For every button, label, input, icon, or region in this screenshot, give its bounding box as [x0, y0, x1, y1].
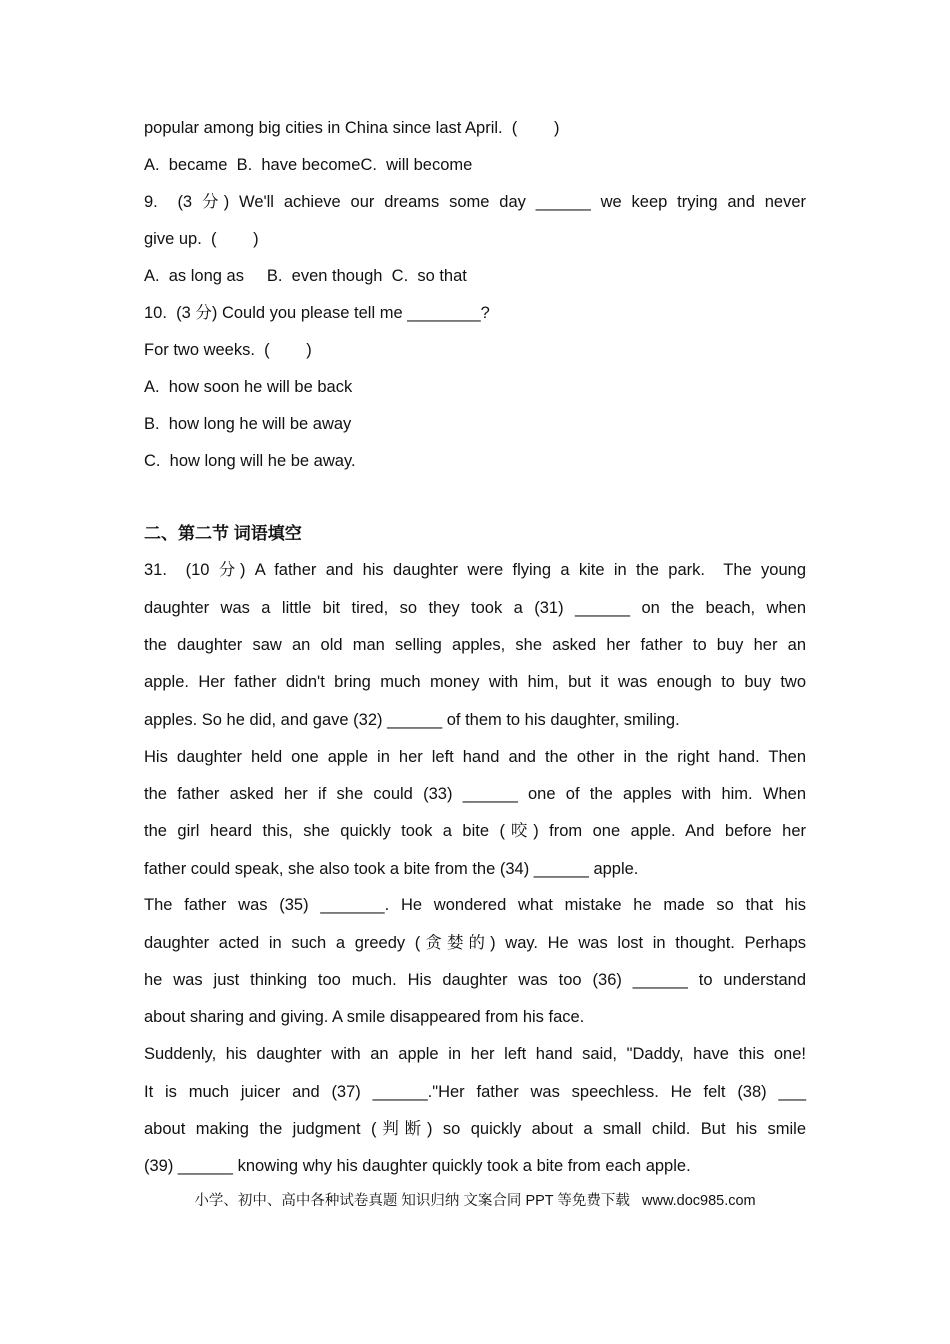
text-line: 31. (10 分) A father and his daughter were flying a kite in the park. The young	[144, 561, 806, 579]
text-line: the daughter saw an old man selling apples, she asked her father to buy her an	[144, 636, 806, 654]
text-line: C. how long will he be away.	[144, 452, 356, 470]
section-heading: 二、第二节 词语填空	[144, 524, 302, 543]
text-line: daughter acted in such a greedy (贪婪的) way. He was lost in thought. Perhaps	[144, 934, 806, 952]
text-line: A. became B. have becomeC. will become	[144, 156, 473, 174]
text-line: For two weeks. ( )	[144, 341, 312, 359]
text-line: father could speak, she also took a bite from the (34) ______ apple.	[144, 860, 639, 878]
text-line: B. how long he will be away	[144, 415, 352, 433]
text-line: about sharing and giving. A smile disappeared from his face.	[144, 1008, 585, 1026]
text-line: A. how soon he will be back	[144, 378, 353, 396]
text-line: apple. Her father didn't bring much money with him, but it was enough to buy two	[144, 673, 806, 691]
text-line: A. as long as B. even though C. so that	[144, 267, 467, 285]
text-line: The father was (35) _______. He wondered what mistake he made so that his	[144, 896, 806, 914]
text-line: It is much juicer and (37) ______."Her father was speechless. He felt (38) ___	[144, 1083, 806, 1101]
page-footer: 小学、初中、高中各种试卷真题 知识归纳 文案合同 PPT 等免费下载 www.doc985.com	[194, 1193, 756, 1209]
text-line: daughter was a little bit tired, so they took a (31) ______ on the beach, when	[144, 599, 806, 617]
text-line: apples. So he did, and gave (32) ______ of them to his daughter, smiling.	[144, 711, 680, 729]
text-line: the girl heard this, she quickly took a bite (咬) from one apple. And before her	[144, 822, 806, 840]
text-line: (39) ______ knowing why his daughter quickly took a bite from each apple.	[144, 1157, 691, 1175]
text-line: popular among big cities in China since last April. ( )	[144, 119, 560, 137]
text-line: 9. (3 分) We'll achieve our dreams some day ______ we keep trying and never	[144, 193, 806, 211]
text-line: about making the judgment (判断) so quickly about a small child. But his smile	[144, 1120, 806, 1138]
text-line: 10. (3 分) Could you please tell me ________?	[144, 304, 490, 322]
text-line: give up. ( )	[144, 230, 259, 248]
text-line: Suddenly, his daughter with an apple in her left hand said, "Daddy, have this one!	[144, 1045, 806, 1063]
text-line: His daughter held one apple in her left hand and the other in the right hand. Then	[144, 748, 806, 766]
text-line: the father asked her if she could (33) ______ one of the apples with him. When	[144, 785, 806, 803]
text-line: he was just thinking too much. His daughter was too (36) ______ to understand	[144, 971, 806, 989]
